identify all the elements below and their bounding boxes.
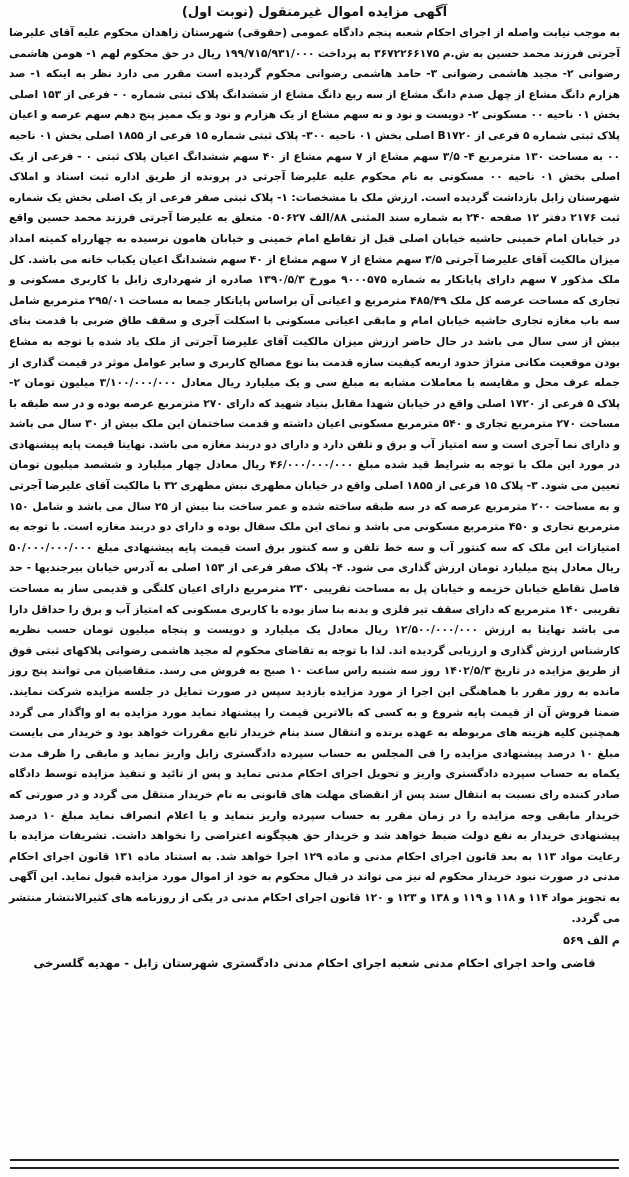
notice-body: [9, 23, 620, 929]
notice-signature: قاضی واحد اجرای احکام مدنی شعبه اجرای احکام مدنی دادگستری شهرستان زابل - مهدیه گلسرخی: [33, 956, 596, 971]
bottom-double-rule: [10, 1159, 619, 1169]
notice-reference: م الف ۵۶۹: [563, 934, 620, 948]
notice-paragraph: به موجب نیابت واصله از اجرای احکام شعبه پنجم دادگاه عمومی (حقوقی) شهرستان زاهدان محکوم علیه آقای علیرضا آجرتی فرزند محمد حسین به ش.م ۳۶۷۲۲۶۶۱۷۵ به پرداخت ۱۹۹/۷۱۵/۹۳۱/۰۰۰ ریال در حق محکوم لهم ۱- هومن هاشمی رضوانی ۲- مجید هاشمی رضوانی ۳- حامد هاشمی رضوانی محکوم گردیده است مقرر می دارد نظر به اینکه ۱- صد هزارم دانگ مشاع از چهل صدم دانگ مشاع از سه ربع دانگ مشاع از ششدانگ پلاک ثبتی شماره ۰ - فرعی از ۱۵۳ اصلی بخش ۰۱ ناحیه ۰۰ مسکونی ۲- دویست و نود و نه سهم مشاع از یک هزارم و نود و یک ممیز پنج دهم سهم عرصه و اعیان پلاک ثبتی شماره ۵ فرعی از B۱۷۲۰ اصلی بخش ۰۱ ناحیه ۳۰۰- پلاک ثبتی شماره ۱۵ فرعی از ۱۸۵۵ اصلی بخش ۰۱ ناحیه ۰۰ به مساحت ۱۳۰ مترمربع ۴- ۳/۵ سهم مشاع از ۷ سهم مشاع از ۴۰ سهم ششدانگ اعیان پلاک ثبتی ۰ - فرعی از یک اصلی بخش ۰۱ ناحیه ۰۰ مسکونی به نام محکوم علیه علیرضا آجرتی در پرونده از طریق اداره ثبت اسناد و املاک شهرستان زابل بازداشت گردیده است. ارزش ملک با مشخصات: ۱- پلاک ثبتی صفر فرعی از یک اصلی بخش یک شماره ثبت ۲۱۷۶ دفتر ۱۲ صفحه ۲۴۰ به شماره سند المثنی ۸۸/الف ۰۵۰۶۲۷ متعلق به علیرضا آجرتی فرزند محمد حسین واقع در خیابان امام خمینی حاشیه خیابان اصلی قبل از تقاطع امام خمینی و خیابان هامون نرسیده به چهارراه کمیته امداد میزان مالکیت آقای علیرضا آجرتی ۳/۵ سهم مشاع از ۷ سهم مشاع از ۴۰ سهم ششدانگ اعیان یکباب خانه می باشد. کل ملک مذکور ۷ سهم دارای پایانکار به شماره ۹۰۰۰۵۷۵ مورخ ۱۳۹۰/۵/۳ صادره از شهرداری زابل با کاربری مسکونی و تجاری که مساحت عرصه کل ملک ۴۸۵/۴۹ مترمربع و اعیانی آن براساس پایانکار جمعا به مساحت ۲۹۵/۰۱ مترمربع شامل سه باب مغازه تجاری حاشیه خیابان امام و مابقی اعیانی مسکونی با اسکلت آجری و سقف طاق ضربی با قدمت بنای بیش از سی سال می باشد در حال حاضر ارزش میزان مالکیت آقای علیرضا آجرتی از ملک یاد شده با توجه به مشاع بودن موقعیت مکانی متراژ حدود اربعه کیفیت سازه قدمت بنا نوع مصالح کاربری و سایر عوامل موثر در قیمت گذاری از جمله عرف محل و مقایسه با معاملات مشابه به مبلغ سی و یک میلیارد ریال معادل ۳/۱۰۰/۰۰۰/۰۰۰ میلیون تومان ۲- پلاک ۵ فرعی از ۱۷۲۰ اصلی واقع در خیابان شهدا مقابل بنیاد شهید که دارای ۲۷۰ مترمربع عرصه بوده و در سه طبقه با مساحت ۲۷۰ مترمربع تجاری و ۵۴۰ مترمربع مسکونی اعیان داشته و قدمت ساختمان این ملک بیش از ۳۰ سال می باشد و دارای نما آجری است و سه امتیاز آب و برق و تلفن دارد و دارای دو دربند مغازه می باشد. نهایتا قیمت پایه پیشنهادی در مورد این ملک با توجه به شرایط قید شده مبلغ ۴۶/۰۰۰/۰۰۰/۰۰۰ ریال معادل چهار میلیارد و ششصد میلیون تومان تعیین می شود. ۳- پلاک ۱۵ فرعی از ۱۸۵۵ اصلی واقع در خیابان مطهری نبش مطهری ۳۲ با مالکیت آقای علیرضا آجرتی و به مساحت ۲۰۰ مترمربع عرصه که در سه طبقه ساخته شده و عمر ساخت بنا بیش از ۲۵ سال می باشد و شامل ۱۵۰ مترمربع تجاری و ۴۵۰ مترمربع مسکونی می باشد و نمای این ملک سفال بوده و دارای دو دربند مغازه است. با توجه به امتیازات این ملک که سه کنتور آب و سه خط تلفن و سه کنتور برق است قیمت پایه پیشنهادی مبلغ ۵۰/۰۰۰/۰۰۰/۰۰۰ ریال معادل پنج میلیارد تومان ارزش گذاری می شود. ۴- پلاک صفر فرعی از ۱۵۳ اصلی به آدرس خیابان بیرجندیها - حد فاصل تقاطع خیابان خزیمه و خیابان پل به مساحت تقریبی ۲۳۰ مترمربع دارای اعیان کلنگی و قدیمی ساز به مساحت تقریبی ۱۴۰ مترمربع که دارای سقف تیر فلزی و بدنه بنا ساز بوده با کاربری مسکونی که امتیاز آب و برق را حداقل دارا می باشد نهایتا به ارزش ۱۲/۵۰۰/۰۰۰/۰۰۰ ریال معادل یک میلیارد و دویست و پنجاه میلیون تومان حسب نظریه کارشناس ارزش گذاری و ارزیابی گردیده اند. لذا با توجه به تقاضای محکوم له مجید هاشمی رضوانی پلاکهای ثبتی فوق از طریق مزایده در تاریخ ۱۴۰۲/۵/۳ روز سه شنبه راس ساعت ۱۰ صبح به فروش می رسد. متقاضیان می توانند پنج روز مانده به روز مقرر با هماهنگی این اجرا از مورد مزایده بازدید سپس در صورت تمایل در جلسه مزایده شرکت نمایند. ضمنا فروش آن از قیمت پایه شروع و به کسی که بالاترین قیمت را پیشنهاد نماید مورد مزایده به او واگذار می گردد همچنین کلیه هزینه های مربوطه به عهده برنده و انتقال سند بنام خریدار تابع مقررات خواهد بود و خریدار می بایست مبلغ ۱۰ درصد پیشنهادی مزایده را فی المجلس به حساب سپرده دادگستری زابل واریز نماید و مابقی را ظرف مدت یکماه به حساب سپرده دادگستری واریز و تحویل اجرای احکام مدنی نماید و پس از تائید و تنفیذ مزایده توسط دادگاه صادر کننده رای نسبت به انتقال سند پس از انقضای مهلت های قانونی به نام خریدار منتقل می گردد و در صورتی که خریدار مابقی وجه مزایده را در زمان مقرر به حساب سپرده واریز ننماید و یا اعلام انصراف نماید مبلغ ۱۰ درصد پیشنهادی خریدار به نفع دولت ضبط خواهد شد و خریدار حق هیچگونه اعتراضی را نخواهد داشت. تشریفات مزایده با رعایت مواد ۱۱۳ به بعد قانون اجرای احکام مدنی و ماده ۱۲۹ اجرا خواهد شد. به استناد ماده ۱۳۱ قانون اجرای احکام مدنی در صورت نبود خریدار محکوم له نیز می تواند در قبال محکوم به خود از اموال مورد مزایده قبول نماید. این آگهی به تجویز مواد ۱۱۴ و ۱۱۸ و ۱۱۹ و ۱۳۸ و ۱۲۳ و ۱۲۰ قانون اجرای احکام مدنی در یکی از روزنامه های کثیرالانتشار منتشر می گردد.: [9, 26, 621, 925]
notice-title: آگهی مزایده اموال غیرمنقول (نوبت اول): [181, 5, 448, 20]
